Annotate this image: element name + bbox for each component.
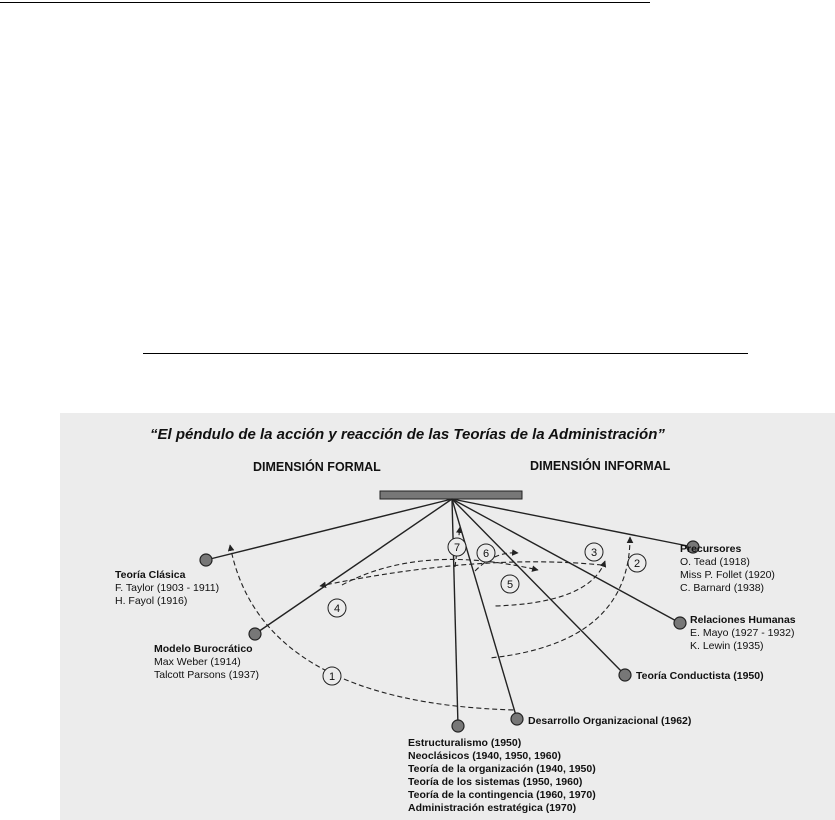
svg-text:Relaciones Humanas: Relaciones Humanas <box>690 614 796 626</box>
step-circle-7 <box>448 538 466 556</box>
bob-conductista <box>619 669 631 681</box>
svg-text:2: 2 <box>633 558 641 570</box>
step-circle-6 <box>477 544 495 562</box>
bob-estructuralismo <box>452 720 464 732</box>
svg-text:Miss P. Follet (1920): Miss P. Follet (1920) <box>680 569 775 581</box>
svg-text:Precursores: Precursores <box>680 543 742 555</box>
step-circle-4 <box>328 599 346 617</box>
svg-text:7: 7 <box>453 542 461 554</box>
svg-text:E. Mayo (1927 - 1932): E. Mayo (1927 - 1932) <box>690 627 795 639</box>
ray-clasica <box>206 499 452 560</box>
label-modelo-burocratico <box>154 643 259 681</box>
top-horizontal-rule <box>0 2 650 3</box>
label-teoria-clasica <box>115 569 219 607</box>
svg-text:K. Lewin (1935): K. Lewin (1935) <box>690 640 764 652</box>
svg-text:Talcott Parsons (1937): Talcott Parsons (1937) <box>154 669 260 681</box>
label-desarrollo-organizacional: Desarrollo Organizacional (1962) <box>528 715 692 727</box>
svg-text:F. Taylor (1903 - 1911): F. Taylor (1903 - 1911) <box>115 582 220 594</box>
step-circle-1 <box>323 667 341 685</box>
svg-text:C. Barnard (1938): C. Barnard (1938) <box>680 582 765 594</box>
middle-horizontal-rule <box>143 353 748 354</box>
svg-text:Teoría de la organización (194: Teoría de la organización (1940, 1950) <box>408 763 596 775</box>
swing-arc-4 <box>320 562 602 586</box>
bob-clasica <box>200 554 212 566</box>
pendulum-diagram <box>60 413 835 820</box>
label-relaciones-humanas <box>690 614 796 652</box>
label-precursores <box>680 543 775 594</box>
svg-text:Neoclásicos (1940, 1950, 1960): Neoclásicos (1940, 1950, 1960) <box>408 750 561 762</box>
pendulum-figure <box>60 413 835 820</box>
step-circle-3 <box>585 543 603 561</box>
swing-arc-2 <box>490 537 630 658</box>
ray-precursores <box>452 499 693 547</box>
svg-text:6: 6 <box>482 548 490 560</box>
svg-text:Modelo Burocrático: Modelo Burocrático <box>154 643 253 655</box>
step-circle-5 <box>501 575 519 593</box>
figure-title: “El péndulo de la acción y reacción de las Teorías de la Administración” <box>150 426 665 443</box>
svg-text:Estructuralismo (1950): Estructuralismo (1950) <box>408 737 522 749</box>
bob-relaciones <box>674 617 686 629</box>
informal-dimension-label: DIMENSIÓN INFORMAL <box>530 459 671 473</box>
svg-text:Max Weber (1914): Max Weber (1914) <box>154 656 241 668</box>
pendulum-pivot-bar <box>380 491 522 499</box>
svg-text:Administración estratégica (19: Administración estratégica (1970) <box>408 802 577 814</box>
bob-burocratico <box>249 628 261 640</box>
svg-text:H. Fayol (1916): H. Fayol (1916) <box>115 595 188 607</box>
step-circle-2 <box>628 554 646 572</box>
label-estructuralismo <box>408 737 596 814</box>
formal-dimension-label: DIMENSIÓN FORMAL <box>253 460 381 474</box>
ray-burocratico <box>255 499 452 634</box>
svg-text:Teoría de la contingencia (196: Teoría de la contingencia (1960, 1970) <box>408 789 596 801</box>
label-teoria-conductista: Teoría Conductista (1950) <box>636 670 764 682</box>
svg-text:O. Tead (1918): O. Tead (1918) <box>680 556 750 568</box>
svg-text:5: 5 <box>506 579 514 591</box>
svg-text:4: 4 <box>333 603 341 615</box>
svg-text:3: 3 <box>590 547 598 559</box>
svg-text:Teoría de los sistemas (1950,: Teoría de los sistemas (1950, 1960) <box>408 776 583 788</box>
bob-desarrollo <box>511 713 523 725</box>
svg-text:Teoría Clásica: Teoría Clásica <box>115 569 186 581</box>
ray-estructuralismo <box>452 499 461 726</box>
svg-text:1: 1 <box>328 671 336 683</box>
